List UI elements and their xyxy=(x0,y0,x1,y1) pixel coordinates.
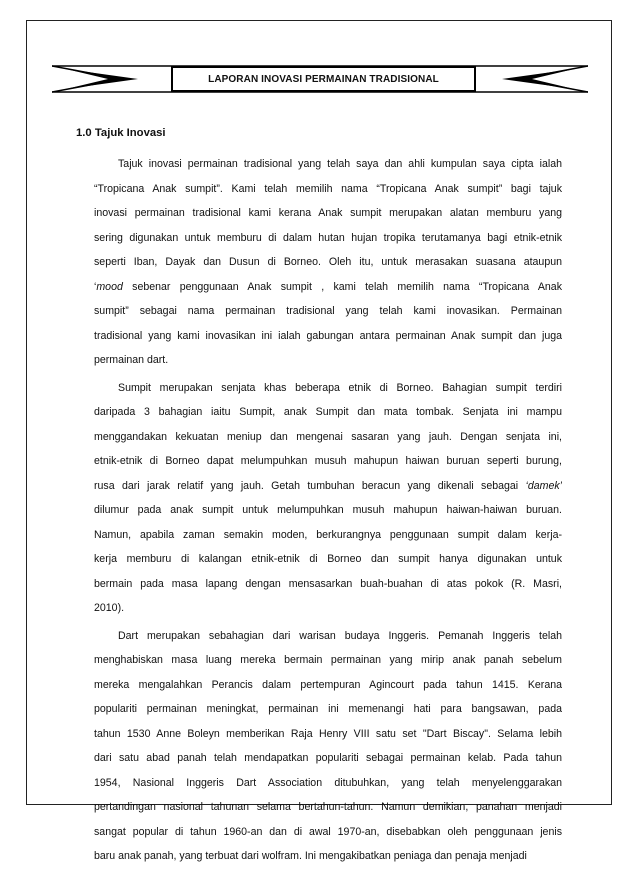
text-line: mereka mengalahkan Perancis dalam pertempuran Agincourt pada tahun 1415. Kerana xyxy=(94,678,562,691)
text-line: Tajuk inovasi permainan tradisional yang telah saya dan ahli kumpulan saya cipta ialah xyxy=(118,158,562,170)
text-segment: sebenar penggunaan Anak sumpit , kami telah memilih nama “Tropicana Anak xyxy=(122,280,562,293)
text-line: menghabiskan masa luang mereka bermain permainan yang mirip anak panah sebelum xyxy=(94,654,562,666)
text-line: permainan dart. xyxy=(94,354,169,366)
text-line: inovasi permainan tradisional kami kerana Anak sumpit merupakan alatan memburu yang xyxy=(94,207,562,219)
text-line: Namun, apabila zaman semakin moden, berkurangnya penggunaan sumpit dalam kerja- xyxy=(94,528,562,541)
text-line: pertandingan nasional tahunan selama bertahun-tahun. Namun demikian, panahan menjadi xyxy=(94,801,562,813)
paragraph xyxy=(94,624,562,869)
text-segment: ‘ xyxy=(94,280,97,293)
text-line: dari satu abad panah telah mendapatkan populariti sebagai permainan kelab. Pada tahun xyxy=(94,752,562,764)
text-line: dilumur pada anak sumpit untuk melumpuhkan musuh mahupun haiwan-haiwan buruan. xyxy=(94,504,562,516)
text-line: sangat popular di tahun 1960-an dan di awal 1970-an, disebabkan oleh penggunaan jenis xyxy=(94,825,562,838)
text-line: sumpit” sebagai nama permainan tradisional yang telah kami inovasikan. Permainan xyxy=(94,305,562,317)
text-line xyxy=(94,275,562,300)
text-line: 1954, Nasional Inggeris Dart Association ditubuhkan, yang telah menyelenggarakan xyxy=(94,776,562,789)
report-title: LAPORAN INOVASI PERMAINAN TRADISIONAL xyxy=(171,66,476,92)
text-line: etnik-etnik di Borneo dapat melumpuhkan musuh mahupun haiwan buruan seperti burung, xyxy=(94,455,562,467)
text-line: sering digunakan untuk memburu di dalam hutan hujan tropika terutamanya bagi etnik-etnik xyxy=(94,231,562,244)
text-segment: rusa dari jarak relatif yang jauh. Getah tumbuhan beracun yang dikenali sebagai xyxy=(94,479,526,492)
text-line: Sumpit merupakan senjata khas beberapa etnik di Borneo. Bahagian sumpit terdiri xyxy=(118,381,562,394)
italic-term: mood xyxy=(96,280,123,293)
text-line: populariti permainan meningkat, permainan ini memenangi hati para bangsawan, pada xyxy=(94,703,562,715)
paragraph xyxy=(94,152,562,373)
text-line: “Tropicana Anak sumpit”. Kami telah memilih nama “Tropicana Anak sumpit” bagi tajuk xyxy=(94,182,562,195)
text-line: Dart merupakan sebahagian dari warisan budaya Inggeris. Pemanah Inggeris telah xyxy=(118,629,562,642)
text-line: 2010). xyxy=(94,602,125,614)
text-line: daripada 3 bahagian iaitu Sumpit, anak Sumpit dan mata tombak. Senjata ini mampu xyxy=(94,406,562,418)
body-text xyxy=(94,152,562,872)
italic-term: ‘damek’ xyxy=(525,479,562,492)
text-line: baru anak panah, yang terbuat dari wolfram. Ini mengakibatkan peniaga dan penaja menjadi xyxy=(94,850,527,862)
text-line: tradisional yang kami inovasikan ini ialah gabungan antara permainan Anak sumpit dan juga xyxy=(94,329,562,342)
header-banner xyxy=(52,58,588,102)
text-line: kerja memburu di kalangan etnik-etnik di Borneo dan sumpit hanya digunakan untuk xyxy=(94,553,562,565)
text-line: seperti Iban, Dayak dan Dusun di Borneo. Oleh itu, untuk merasakan suasana ataupun xyxy=(94,256,562,268)
paragraph xyxy=(94,376,562,621)
text-line: bermain pada masa lapang dengan mensasarkan buah-buahan di atas pokok (R. Masri, xyxy=(94,577,562,590)
text-line: menggandakan kekuatan meniup dan mengenai sasaran yang jauh. Dengan senjata ini, xyxy=(94,430,562,443)
text-line xyxy=(94,474,562,499)
section-heading: 1.0 Tajuk Inovasi xyxy=(76,127,166,139)
text-line: tahun 1530 Anne Boleyn memberikan Raja Henry VIII satu set "Dart Biscay". Selama lebih xyxy=(94,727,562,740)
